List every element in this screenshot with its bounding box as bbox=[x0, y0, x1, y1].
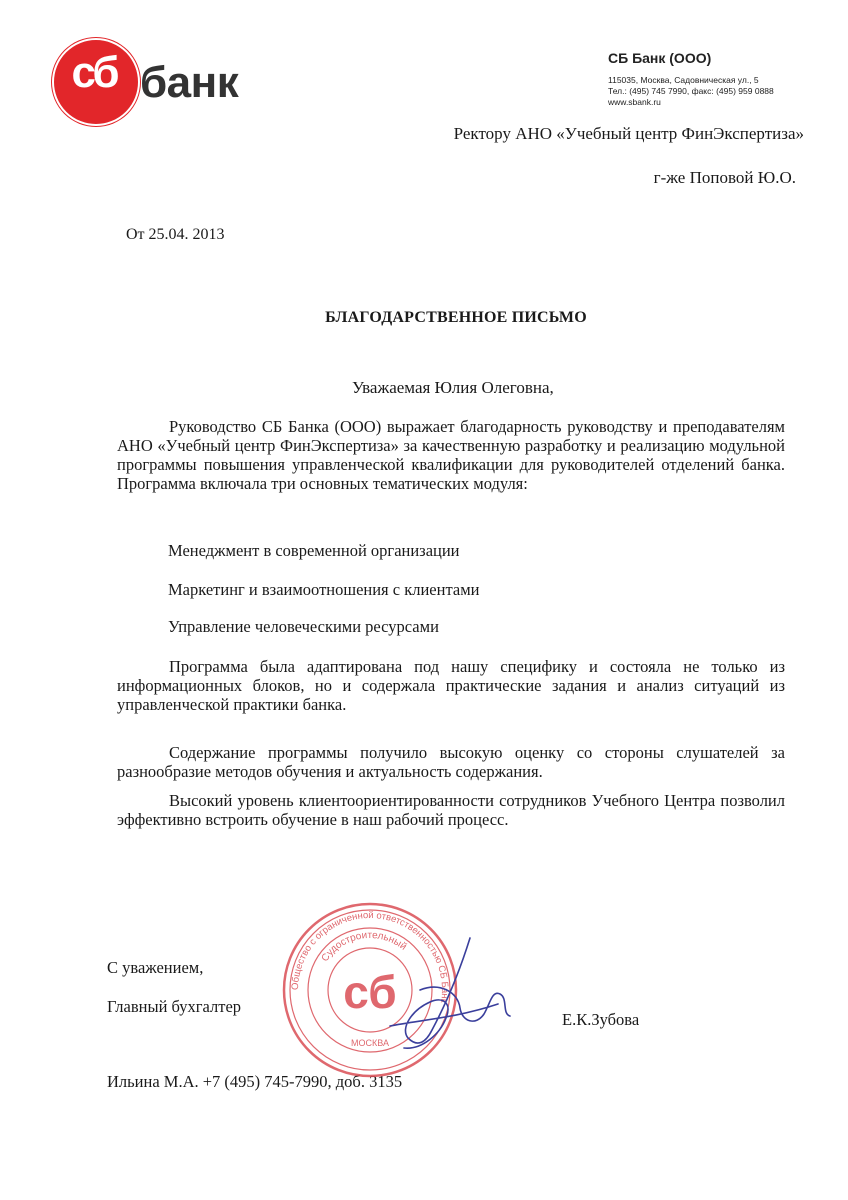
bank-phones: Тел.: (495) 745 7990, факс: (495) 959 0888 bbox=[608, 86, 774, 96]
body-paragraph-1: Руководство СБ Банка (ООО) выражает благодарность руководству и преподавателям АНО «Учебный центр ФинЭкспертиза» за качественную разработку и реализацию модульной программы повышения управленческой квалификации для руководителей отделений банка. Программа включала три основных тематических модуля: bbox=[117, 417, 785, 493]
greeting: Уважаемая Юлия Олеговна, bbox=[352, 378, 554, 397]
bank-address: 115035, Москва, Садовническая ул., 5 bbox=[608, 75, 759, 85]
signer-name: Е.К.Зубова bbox=[562, 1010, 640, 1029]
contact-person: Ильина М.А. +7 (495) 745-7990, доб. 3135 bbox=[107, 1072, 403, 1091]
signer-position: Главный бухгалтер bbox=[107, 997, 242, 1016]
stamp-center-mark: сб bbox=[343, 966, 397, 1018]
body-paragraph-2: Программа была адаптирована под нашу специфику и состояла не только из информационных блоков, но и содержала практические задания и анализ ситуаций из управленческой практики банка. bbox=[117, 657, 785, 714]
bank-logo bbox=[52, 38, 252, 124]
logo-word: банк bbox=[140, 58, 239, 107]
body-paragraph-3: Содержание программы получило высокую оценку со стороны слушателей за разнообразие методов обучения и актуальность содержания. bbox=[117, 743, 785, 781]
module-item-3: Управление человеческими ресурсами bbox=[168, 617, 439, 636]
addressee-line-2: г-же Поповой Ю.О. bbox=[653, 168, 796, 187]
module-item-2: Маркетинг и взаимоотношения с клиентами bbox=[168, 580, 480, 599]
stamp-city: МОСКВА bbox=[351, 1038, 389, 1048]
logo-mark: сб bbox=[71, 48, 117, 97]
body-paragraph-4: Высокий уровень клиентоориентированности сотрудников Учебного Центра позволил эффективно встроить обучение в наш рабочий процесс. bbox=[117, 791, 785, 829]
letter-title: БЛАГОДАРСТВЕННОЕ ПИСЬМО bbox=[325, 309, 587, 326]
bank-contact-block bbox=[608, 50, 774, 108]
handwritten-signature-icon bbox=[360, 930, 530, 1060]
stamp-ring-text: Общество с ограниченной ответственностью СБ Банк bbox=[289, 909, 451, 1004]
letter-date: От 25.04. 2013 bbox=[126, 226, 225, 243]
bank-name: СБ Банк (ООО) bbox=[608, 50, 712, 66]
addressee-line-1: Ректору АНО «Учебный центр ФинЭкспертиза» bbox=[453, 124, 804, 143]
stamp-inner-text: Судостроительный bbox=[319, 929, 409, 964]
closing: С уважением, bbox=[107, 958, 204, 977]
bank-website: www.sbank.ru bbox=[608, 97, 661, 107]
module-item-1: Менеджмент в современной организации bbox=[168, 541, 460, 560]
